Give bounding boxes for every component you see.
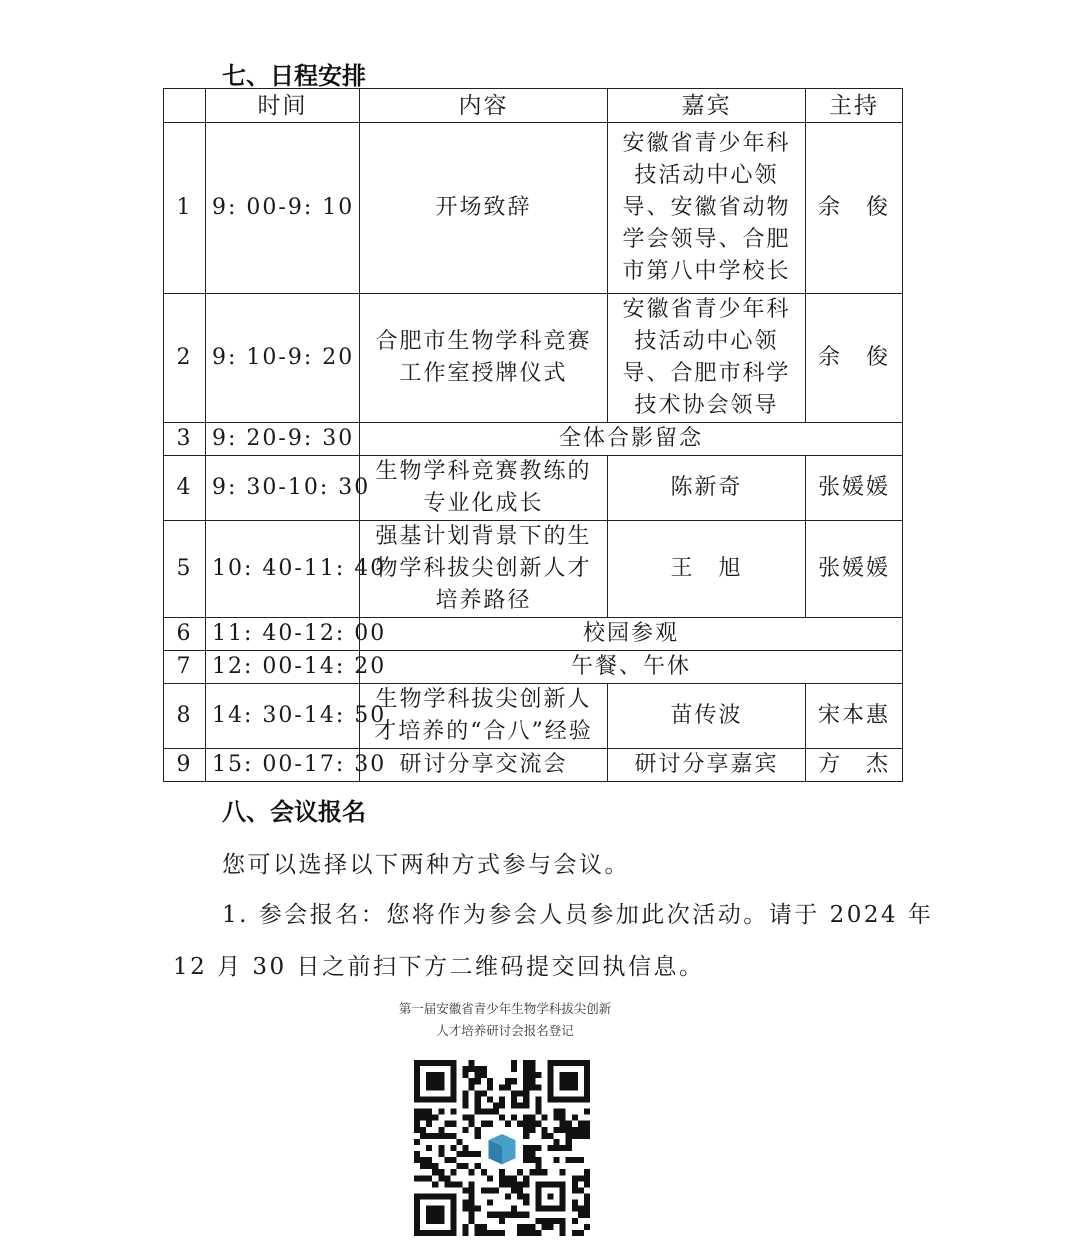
row-index: 4: [164, 456, 206, 521]
table-row: [164, 749, 903, 782]
row-content: 研讨分享交流会: [360, 749, 608, 782]
row-index: 3: [164, 423, 206, 456]
header-time: 时间: [206, 89, 360, 123]
qr-caption-line1: 第一届安徽省青少年生物学科拔尖创新: [398, 1001, 612, 1016]
row-host: 余 俊: [806, 294, 903, 423]
row-content: 生物学科竞赛教练的专业化成长: [360, 456, 608, 521]
row-index: 1: [164, 123, 206, 294]
row-guest: 王 旭: [608, 521, 806, 618]
row-host: 张媛媛: [806, 521, 903, 618]
table-row: [164, 684, 903, 749]
row-index: 9: [164, 749, 206, 782]
registration-intro-text: 您可以选择以下两种方式参与会议。: [222, 852, 630, 878]
row-time: 14: 30-14: 50: [206, 684, 360, 749]
row-host: 张媛媛: [806, 456, 903, 521]
row-index: 2: [164, 294, 206, 423]
table-row: [164, 123, 903, 294]
qr-caption-line2: 人才培养研讨会报名登记: [436, 1023, 574, 1038]
row-guest: 安徽省青少年科技活动中心领导、合肥市科学技术协会领导: [608, 294, 806, 423]
row-time: 10: 40-11: 40: [206, 521, 360, 618]
table-row: [164, 651, 903, 684]
row-host: 余 俊: [806, 123, 903, 294]
row-content: 合肥市生物学科竞赛工作室授牌仪式: [360, 294, 608, 423]
row-guest: 研讨分享嘉宾: [608, 749, 806, 782]
row-content: 生物学科拔尖创新人才培养的“合八”经验: [360, 684, 608, 749]
row-index: 7: [164, 651, 206, 684]
table-row: [164, 294, 903, 423]
table-row: [164, 456, 903, 521]
row-guest: 苗传波: [608, 684, 806, 749]
section-heading-schedule: 七、日程安排: [222, 62, 366, 90]
row-time: 12: 00-14: 20: [206, 651, 360, 684]
registration-option-text: 1. 参会报名：您将作为参会人员参加此次活动。请于 2024 年: [222, 902, 934, 928]
header-host: 主持: [806, 89, 903, 123]
header-content: 内容: [360, 89, 608, 123]
row-time: 15: 00-17: 30: [206, 749, 360, 782]
row-time: 9: 00-9: 10: [206, 123, 360, 294]
table-row: [164, 521, 903, 618]
row-guest: 安徽省青少年科技活动中心领导、安徽省动物学会领导、合肥市第八中学校长: [608, 123, 806, 294]
row-content: 强基计划背景下的生物学科拔尖创新人才培养路径: [360, 521, 608, 618]
qr-code-icon[interactable]: [414, 1060, 590, 1236]
table-row: [164, 423, 903, 456]
row-time: 11: 40-12: 00: [206, 618, 360, 651]
row-merged-activity: 全体合影留念: [360, 423, 903, 456]
row-merged-activity: 校园参观: [360, 618, 903, 651]
table-header-row: [164, 89, 903, 123]
registration-deadline-text: 12 月 30 日之前扫下方二维码提交回执信息。: [173, 954, 705, 980]
row-content: 开场致辞: [360, 123, 608, 294]
schedule-table: [163, 88, 903, 782]
row-index: 6: [164, 618, 206, 651]
row-merged-activity: 午餐、午休: [360, 651, 903, 684]
header-guest: 嘉宾: [608, 89, 806, 123]
row-time: 9: 20-9: 30: [206, 423, 360, 456]
row-host: 方 杰: [806, 749, 903, 782]
row-index: 8: [164, 684, 206, 749]
row-time: 9: 10-9: 20: [206, 294, 360, 423]
header-index: [164, 89, 206, 123]
section-heading-registration: 八、会议报名: [222, 798, 366, 826]
table-row: [164, 618, 903, 651]
row-time: 9: 30-10: 30: [206, 456, 360, 521]
row-guest: 陈新奇: [608, 456, 806, 521]
row-host: 宋本惠: [806, 684, 903, 749]
row-index: 5: [164, 521, 206, 618]
